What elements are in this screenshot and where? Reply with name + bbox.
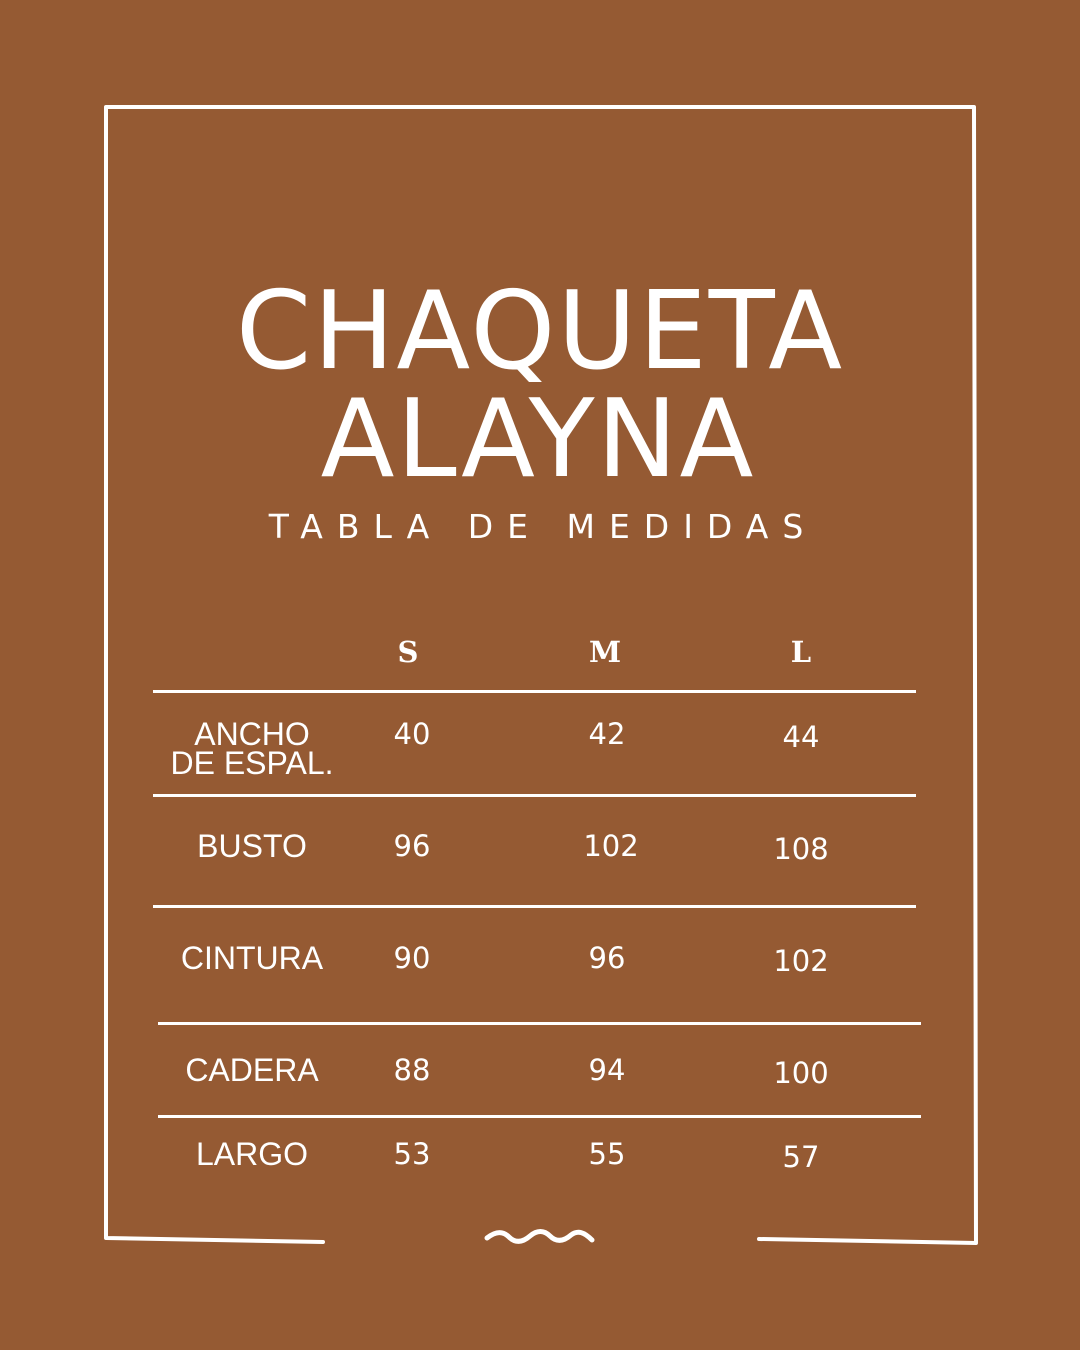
product-title-line-2: ALAYNA bbox=[320, 377, 756, 502]
cell-value: 96 bbox=[393, 829, 431, 863]
row-label-largo: LARGO bbox=[195, 1136, 309, 1172]
cell-value: 90 bbox=[393, 941, 431, 975]
table-divider bbox=[153, 905, 916, 908]
cell-value: 102 bbox=[773, 944, 829, 978]
subtitle: TABLA DE MEDIDAS bbox=[268, 507, 818, 546]
table-divider bbox=[153, 794, 916, 797]
row-label-cintura: CINTURA bbox=[180, 940, 324, 976]
cell-value: 96 bbox=[588, 941, 626, 975]
size-header-s: S bbox=[397, 635, 419, 669]
product-title-line-1: CHAQUETA bbox=[235, 269, 845, 394]
cell-value: 53 bbox=[393, 1137, 431, 1171]
cell-value: 44 bbox=[782, 720, 820, 754]
cell-value: 108 bbox=[773, 832, 829, 866]
row-label-ancho-de-espalda: ANCHO DE ESPAL. bbox=[170, 716, 334, 782]
table-divider bbox=[158, 1022, 921, 1025]
cell-value: 94 bbox=[588, 1053, 626, 1087]
row-label-cadera: CADERA bbox=[185, 1052, 319, 1088]
table-divider bbox=[158, 1115, 921, 1118]
table-divider bbox=[153, 690, 916, 693]
cell-value: 57 bbox=[782, 1140, 820, 1174]
cell-value: 40 bbox=[393, 717, 431, 751]
cell-value: 42 bbox=[588, 717, 626, 751]
cell-value: 100 bbox=[773, 1056, 829, 1090]
cell-value: 55 bbox=[588, 1137, 626, 1171]
size-header-l: L bbox=[790, 635, 812, 669]
wave-squiggle-icon bbox=[487, 1232, 592, 1242]
row-label-busto: BUSTO bbox=[197, 828, 307, 864]
cell-value: 102 bbox=[583, 829, 639, 863]
size-header-m: M bbox=[588, 635, 622, 669]
cell-value: 88 bbox=[393, 1053, 431, 1087]
